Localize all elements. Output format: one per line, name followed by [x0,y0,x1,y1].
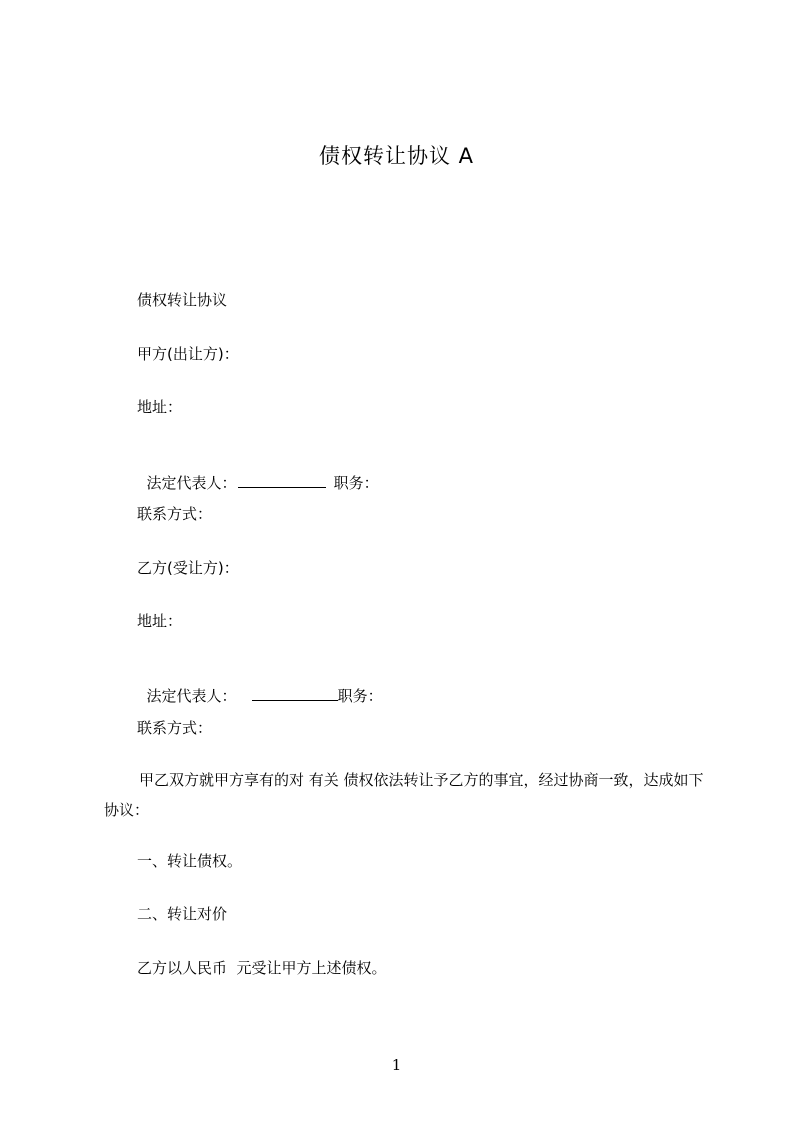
party-b-heading: 乙方(受让方)： [137,559,239,577]
party-a-position-label: 职务： [333,474,379,492]
party-b-position-label: 职务： [337,687,383,705]
party-b-address-label: 地址： [137,612,183,630]
section-2-text: 乙方以人民币 元受让甲方上述债权。 [137,959,387,977]
party-a-rep-row [137,450,379,494]
page-number: 1 [391,1056,402,1074]
preamble-paragraph: 甲乙双方就甲方享有的对 有关 债权依法转让予乙方的事宜，经过协商一致，达成如下协议： [104,771,704,819]
party-a-rep-blank [238,473,326,488]
party-b-rep-blank [252,686,338,701]
document-subtitle: 债权转让协议 [137,291,228,309]
section-2-heading: 二、转让对价 [137,905,228,923]
party-a-contact-label: 联系方式： [137,505,213,523]
party-a-address-label: 地址： [137,398,183,416]
party-b-rep-row [137,663,383,707]
section-1-heading: 一、转让债权。 [137,852,243,870]
party-b-contact-label: 联系方式： [137,719,213,737]
party-a-heading: 甲方(出让方)： [137,345,239,363]
document-title: 债权转让协议 A [318,144,475,168]
party-a-rep-label: 法定代表人： [146,474,237,492]
party-b-rep-label: 法定代表人： [146,687,237,705]
